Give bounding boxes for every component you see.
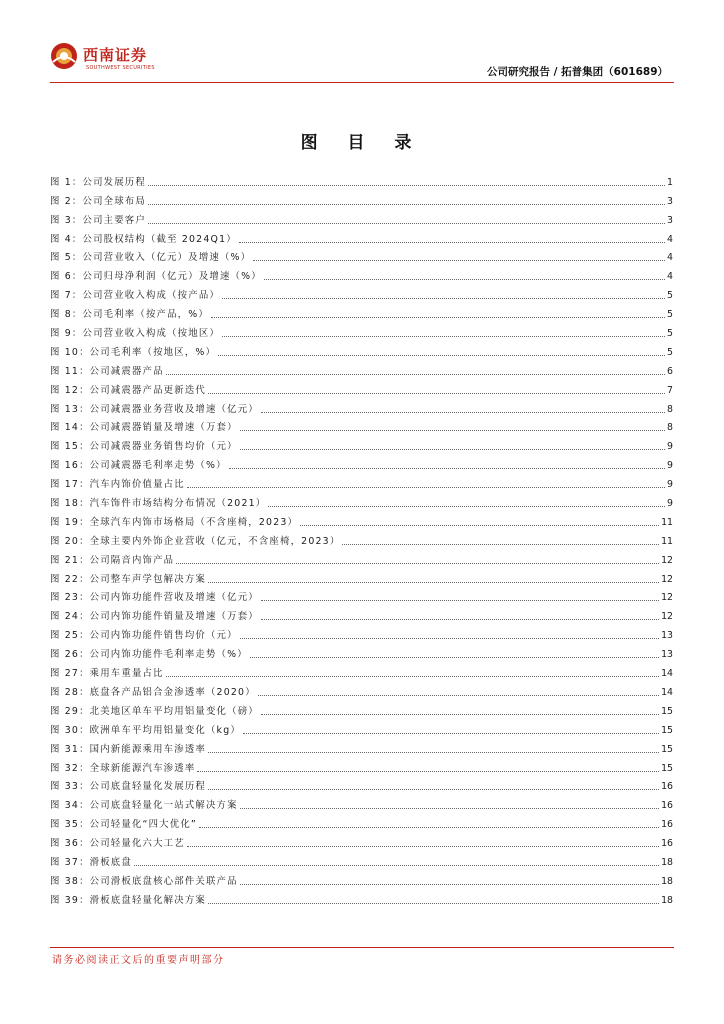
toc-entry-label[interactable]: 图 21：公司隔音内饰产品 xyxy=(50,554,175,566)
toc-entry-page[interactable]: 14 xyxy=(661,668,673,680)
toc-entry[interactable] xyxy=(50,642,673,661)
toc-leader-dots xyxy=(250,657,659,658)
toc-entry-page[interactable]: 4 xyxy=(667,233,673,245)
toc-entry[interactable] xyxy=(50,510,673,529)
toc-entry[interactable] xyxy=(50,378,673,397)
toc-entry-page[interactable]: 13 xyxy=(661,630,673,642)
toc-entry[interactable] xyxy=(50,264,673,283)
toc-entry-label[interactable]: 图 3：公司主要客户 xyxy=(50,214,146,226)
page-header xyxy=(50,38,674,82)
toc-leader-dots xyxy=(208,582,659,583)
toc-entry-page[interactable]: 9 xyxy=(667,479,673,491)
toc-entry-label[interactable]: 图 24：公司内饰功能件销量及增速（万套） xyxy=(50,611,259,623)
toc-entry[interactable] xyxy=(50,661,673,680)
toc-leader-dots xyxy=(258,695,659,696)
toc-entry-label[interactable]: 图 19：全球汽车内饰市场格局（不含座椅，2023） xyxy=(50,516,299,528)
toc-entry-page[interactable]: 15 xyxy=(661,705,673,717)
toc-entry-label[interactable]: 图 26：公司内饰功能件毛利率走势（%） xyxy=(50,649,248,661)
toc-leader-dots xyxy=(166,676,659,677)
toc-entry-page[interactable]: 7 xyxy=(667,384,673,396)
toc-entry[interactable] xyxy=(50,529,673,548)
toc-entry[interactable] xyxy=(50,869,673,888)
toc-entry-page[interactable]: 12 xyxy=(661,611,673,623)
toc-leader-dots xyxy=(264,279,665,280)
toc-leader-dots xyxy=(134,865,659,866)
toc-entry-page[interactable]: 9 xyxy=(667,498,673,510)
toc-entry[interactable] xyxy=(50,812,673,831)
toc-entry-label[interactable]: 图 37：滑板底盘 xyxy=(50,856,132,868)
toc-entry-page[interactable]: 18 xyxy=(661,856,673,868)
toc-entry-label[interactable]: 图 23：公司内饰功能件营收及增速（亿元） xyxy=(50,592,259,604)
toc-entry-page[interactable]: 15 xyxy=(661,743,673,755)
page-title: 图 目 录 xyxy=(300,133,424,153)
toc-entry[interactable] xyxy=(50,397,673,416)
toc-entry[interactable] xyxy=(50,321,673,340)
toc-entry[interactable] xyxy=(50,737,673,756)
toc-leader-dots xyxy=(197,771,659,772)
toc-leader-dots xyxy=(253,260,665,261)
toc-leader-dots xyxy=(208,752,659,753)
toc-entry-label[interactable]: 图 25：公司内饰功能件销售均价（元） xyxy=(50,630,238,642)
toc-entry[interactable] xyxy=(50,416,673,435)
toc-leader-dots xyxy=(199,827,659,828)
report-title: 公司研究报告 / 拓普集团（601689） xyxy=(487,66,668,78)
toc-leader-dots xyxy=(208,393,665,394)
toc-entry[interactable] xyxy=(50,699,673,718)
toc-entry-page[interactable]: 4 xyxy=(667,252,673,264)
toc-leader-dots xyxy=(218,355,665,356)
toc-entry-page[interactable]: 9 xyxy=(667,441,673,453)
toc-leader-dots xyxy=(187,487,665,488)
toc-entry-page[interactable]: 3 xyxy=(667,195,673,207)
toc-entry-label[interactable]: 图 1：公司发展历程 xyxy=(50,176,146,188)
toc-entry-page[interactable]: 11 xyxy=(661,516,673,528)
toc-entry[interactable] xyxy=(50,586,673,605)
toc-entry-label[interactable]: 图 22：公司整车声学包解决方案 xyxy=(50,573,206,585)
toc-entry[interactable] xyxy=(50,434,673,453)
toc-entry[interactable] xyxy=(50,359,673,378)
toc-leader-dots xyxy=(261,412,665,413)
toc-entry-page[interactable]: 16 xyxy=(661,819,673,831)
toc-entry-label[interactable]: 图 5：公司营业收入（亿元）及增速（%） xyxy=(50,252,252,264)
toc-entry-page[interactable]: 12 xyxy=(661,554,673,566)
toc-entry-label[interactable]: 图 34：公司底盘轻量化一站式解决方案 xyxy=(50,800,238,812)
toc-entry-label[interactable]: 图 17：汽车内饰价值量占比 xyxy=(50,479,185,491)
toc-entry[interactable] xyxy=(50,340,673,359)
toc-entry-page[interactable]: 18 xyxy=(661,894,673,906)
toc-entry[interactable] xyxy=(50,718,673,737)
toc-entry[interactable] xyxy=(50,793,673,812)
toc-entry[interactable] xyxy=(50,850,673,869)
toc-entry-label[interactable]: 图 35：公司轻量化“四大优化” xyxy=(50,819,197,831)
toc-entry[interactable] xyxy=(50,831,673,850)
toc-entry-label[interactable]: 图 20：全球主要内外饰企业营收（亿元，不含座椅，2023） xyxy=(50,535,341,547)
toc-entry[interactable] xyxy=(50,283,673,302)
toc-entry-page[interactable]: 9 xyxy=(667,460,673,472)
toc-leader-dots xyxy=(243,733,659,734)
toc-entry-page[interactable]: 14 xyxy=(661,686,673,698)
toc-entry-page[interactable]: 3 xyxy=(667,214,673,226)
toc-leader-dots xyxy=(176,563,659,564)
toc-entry-page[interactable]: 6 xyxy=(667,365,673,377)
toc-entry-label[interactable]: 图 27：乘用车重量占比 xyxy=(50,668,164,680)
toc-leader-dots xyxy=(261,619,659,620)
toc-leader-dots xyxy=(342,544,659,545)
toc-entry-label[interactable]: 图 31：国内新能源乘用车渗透率 xyxy=(50,743,206,755)
toc-entry[interactable] xyxy=(50,170,673,189)
toc-entry[interactable] xyxy=(50,189,673,208)
toc-entry[interactable] xyxy=(50,567,673,586)
toc-entry-page[interactable]: 15 xyxy=(661,724,673,736)
toc-entry-label[interactable]: 图 2：公司全球布局 xyxy=(50,195,146,207)
toc-entry-page[interactable]: 8 xyxy=(667,422,673,434)
toc-entry[interactable] xyxy=(50,227,673,246)
toc-leader-dots xyxy=(148,204,665,205)
company-logo-icon xyxy=(50,42,78,70)
toc-leader-dots xyxy=(229,468,665,469)
toc-entry-label[interactable]: 图 15：公司减震器业务销售均价（元） xyxy=(50,441,238,453)
toc-entry-label[interactable]: 图 12：公司减震器产品更新迭代 xyxy=(50,384,206,396)
toc-entry[interactable] xyxy=(50,548,673,567)
toc-entry-page[interactable]: 16 xyxy=(661,800,673,812)
toc-entry-label[interactable]: 图 30：欧洲单车平均用铝量变化（kg） xyxy=(50,724,241,736)
toc-leader-dots xyxy=(208,903,659,904)
toc-entry-page[interactable]: 5 xyxy=(667,328,673,340)
toc-entry[interactable] xyxy=(50,680,673,699)
toc-entry-label[interactable]: 图 38：公司滑板底盘核心部件关联产品 xyxy=(50,875,238,887)
toc-entry-label[interactable]: 图 11：公司减震器产品 xyxy=(50,365,164,377)
toc-leader-dots xyxy=(240,449,665,450)
toc-leader-dots xyxy=(240,808,659,809)
toc-entry-page[interactable]: 18 xyxy=(661,875,673,887)
logo-text: 西南证券 xyxy=(83,46,148,64)
toc-entry-label[interactable]: 图 28：底盘各产品铝合金渗透率（2020） xyxy=(50,686,256,698)
toc-leader-dots xyxy=(300,525,659,526)
toc-entry-label[interactable]: 图 7：公司营业收入构成（按产品） xyxy=(50,290,220,302)
toc-entry[interactable] xyxy=(50,604,673,623)
toc-entry-label[interactable]: 图 13：公司减震器业务营收及增速（亿元） xyxy=(50,403,259,415)
toc-entry-label[interactable]: 图 9：公司营业收入构成（按地区） xyxy=(50,328,220,340)
toc-entry-label[interactable]: 图 10：公司毛利率（按地区，%） xyxy=(50,346,217,358)
toc-leader-dots xyxy=(148,185,665,186)
toc-entry[interactable] xyxy=(50,888,673,907)
toc-entry-page[interactable]: 15 xyxy=(661,762,673,774)
toc-leader-dots xyxy=(187,846,659,847)
toc-entry[interactable] xyxy=(50,453,673,472)
toc-entry-page[interactable]: 5 xyxy=(667,290,673,302)
toc-entry-page[interactable]: 5 xyxy=(667,346,673,358)
toc-entry-page[interactable]: 12 xyxy=(661,592,673,604)
toc-entry-page[interactable]: 13 xyxy=(661,649,673,661)
toc-entry-label[interactable]: 图 14：公司减震器销量及增速（万套） xyxy=(50,422,238,434)
toc-entry-label[interactable]: 图 29：北美地区单车平均用铝量变化（磅） xyxy=(50,705,259,717)
toc-leader-dots xyxy=(208,789,659,790)
toc-leader-dots xyxy=(240,884,659,885)
toc-leader-dots xyxy=(148,223,665,224)
toc-entry[interactable] xyxy=(50,246,673,265)
toc-entry-page[interactable]: 1 xyxy=(667,176,673,188)
header-divider xyxy=(50,82,674,83)
toc-entry-page[interactable]: 8 xyxy=(667,403,673,415)
toc-leader-dots xyxy=(240,638,659,639)
toc-entry[interactable] xyxy=(50,775,673,794)
toc-leader-dots xyxy=(261,714,659,715)
toc-entry[interactable] xyxy=(50,472,673,491)
toc-leader-dots xyxy=(222,298,665,299)
toc-entry[interactable] xyxy=(50,302,673,321)
toc-entry-page[interactable]: 16 xyxy=(661,838,673,850)
toc-entry-page[interactable]: 12 xyxy=(661,573,673,585)
toc-entry[interactable] xyxy=(50,208,673,227)
toc-entry[interactable] xyxy=(50,623,673,642)
toc-entry-page[interactable]: 16 xyxy=(661,781,673,793)
toc-entry[interactable] xyxy=(50,756,673,775)
footer-divider xyxy=(50,947,674,948)
toc-leader-dots xyxy=(268,506,665,507)
figure-table-of-contents xyxy=(50,170,673,907)
toc-entry-label[interactable]: 图 39：滑板底盘轻量化解决方案 xyxy=(50,894,206,906)
toc-entry-label[interactable]: 图 36：公司轻量化六大工艺 xyxy=(50,838,185,850)
toc-leader-dots xyxy=(222,336,665,337)
footer-disclaimer: 请务必阅读正文后的重要声明部分 xyxy=(52,955,225,966)
toc-entry[interactable] xyxy=(50,491,673,510)
toc-entry-page[interactable]: 5 xyxy=(667,309,673,321)
toc-entry-label[interactable]: 图 32：全球新能源汽车渗透率 xyxy=(50,762,196,774)
toc-entry-label[interactable]: 图 18：汽车饰件市场结构分布情况（2021） xyxy=(50,498,267,510)
logo-subtext: SOUTHWEST SECURITIES xyxy=(86,65,155,71)
toc-entry-page[interactable]: 11 xyxy=(661,535,673,547)
toc-entry-page[interactable]: 4 xyxy=(667,271,673,283)
toc-leader-dots xyxy=(239,242,665,243)
toc-entry-label[interactable]: 图 33：公司底盘轻量化发展历程 xyxy=(50,781,206,793)
toc-entry-label[interactable]: 图 6：公司归母净利润（亿元）及增速（%） xyxy=(50,271,262,283)
toc-leader-dots xyxy=(211,317,665,318)
toc-leader-dots xyxy=(240,430,665,431)
toc-entry-label[interactable]: 图 16：公司减震器毛利率走势（%） xyxy=(50,460,227,472)
toc-leader-dots xyxy=(261,600,659,601)
toc-entry-label[interactable]: 图 8：公司毛利率（按产品，%） xyxy=(50,309,209,321)
toc-leader-dots xyxy=(166,374,665,375)
toc-entry-label[interactable]: 图 4：公司股权结构（截至 2024Q1） xyxy=(50,233,237,245)
